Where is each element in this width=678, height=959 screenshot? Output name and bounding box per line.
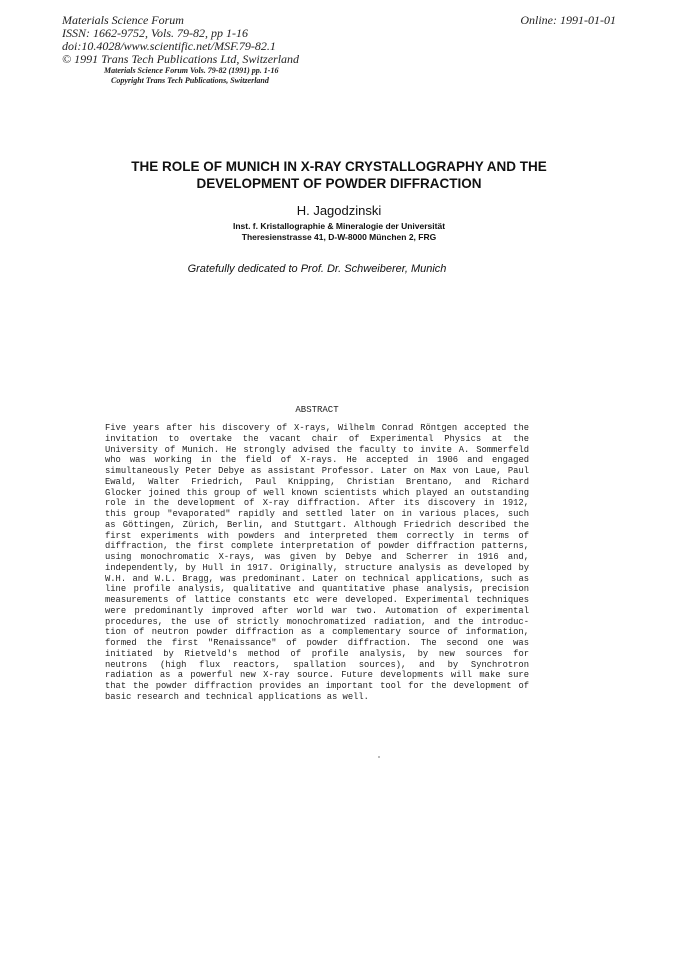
abstract-line: were predominantly improved after world war two. Automation of experimental [105, 605, 529, 616]
abstract-line: measurements of lattice constants etc were developed. Experimental techniques [105, 595, 529, 605]
abstract-body [105, 423, 529, 703]
online-date: Online: 1991-01-01 [520, 13, 616, 27]
scan-speck [378, 756, 380, 758]
abstract-line: procedures, the use of strictly monochromatized radiation, and the introduc- [105, 616, 529, 627]
title-line: THE ROLE OF MUNICH IN X-RAY CRYSTALLOGRAPHY AND THE [131, 159, 547, 174]
abstract-line: line profile analysis, qualitative and quantitative phase analysis, precision [105, 584, 529, 595]
abstract-line: role in the development of X-ray diffraction. After its discovery in 1912, [105, 498, 529, 509]
abstract-line: independently, by Hull in 1917. Originally, structure analysis as developed by [105, 562, 529, 573]
doi-line[interactable]: doi:10.4028/www.scientific.net/MSF.79-82.1 [62, 39, 276, 53]
abstract-line: radiation as a powerful new X-ray source. Future developments will make sure [105, 670, 529, 681]
abstract-line: that the powder diffraction provides an important tool for the development of [105, 681, 529, 691]
abstract-line: formed the first "Renaissance" of powder diffraction. The second one was [105, 638, 529, 648]
abstract-line: simultaneously Peter Debye as assistant Professor. Later on Max von Laue, Paul [105, 466, 529, 476]
author-name: H. Jagodzinski [296, 203, 382, 218]
copyright-line: © 1991 Trans Tech Publications Ltd, Switzerland [62, 52, 300, 66]
abstract-line: W.H. and W.L. Bragg, was predominant. Later on technical applications, such as [105, 573, 529, 584]
affiliation [0, 221, 678, 243]
abstract-line: diffraction, the first complete interpretation of powder diffraction patterns, [105, 541, 529, 552]
journal-name: Materials Science Forum [62, 13, 184, 27]
abstract-heading: ABSTRACT [295, 405, 339, 415]
abstract-line: Ewald, Walter Friedrich, Paul Knipping, Christian Brentano, and Richard [105, 476, 529, 487]
journal-header [62, 14, 299, 66]
scan-note-line: Materials Science Forum Vols. 79-82 (1991) pp. 1-16 [104, 66, 279, 75]
title-line: DEVELOPMENT OF POWDER DIFFRACTION [196, 176, 482, 191]
abstract-line: Glocker joined this group of well known scientists which played an outstanding [105, 487, 529, 498]
abstract-line: invitation to overtake the vacant chair of Experimental Physics at the [105, 433, 529, 444]
abstract-line: as Göttingen, Zürich, Berlin, and Stuttgart. Although Friedrich described the [105, 519, 529, 530]
affiliation-line: Inst. f. Kristallographie & Mineralogie der Universität [232, 221, 446, 231]
scanned-journal-note [104, 66, 278, 86]
abstract-line: who was working in the field of X-rays. He accepted in 1906 and engaged [105, 455, 529, 466]
abstract-line: neutrons (high flux reactors, spallation sources), and by Synchrotron [105, 659, 529, 670]
scan-note-line: Copyright Trans Tech Publications, Switzerland [111, 76, 269, 85]
affiliation-line: Theresienstrasse 41, D-W-8000 München 2, FRG [241, 232, 437, 242]
dedication: Gratefully dedicated to Prof. Dr. Schweiberer, Munich [187, 263, 447, 275]
paper-title [0, 158, 678, 192]
issn-line: ISSN: 1662-9752, Vols. 79-82, pp 1-16 [62, 26, 248, 40]
abstract-line: Five years after his discovery of X-rays, Wilhelm Conrad Röntgen accepted the [105, 423, 529, 433]
abstract-line: initiated by Rietveld's method of profile analysis, by new sources for [105, 648, 529, 659]
abstract-line: first experiments with powders and interpreted them correctly in terms of [105, 530, 529, 541]
abstract-line: this group "evaporated" rapidly and settled later on in various places, such [105, 509, 529, 519]
abstract-line: University of Munich. He strongly advised the faculty to invite A. Sommerfeld [105, 444, 529, 455]
abstract-line: basic research and technical applications as well. [105, 691, 369, 702]
abstract-line: using monochromatic X-rays, was given by Debye and Scherrer in 1916 and, [105, 552, 529, 562]
abstract-line: tion of neutron powder diffraction as a complementary source of information, [105, 627, 529, 638]
